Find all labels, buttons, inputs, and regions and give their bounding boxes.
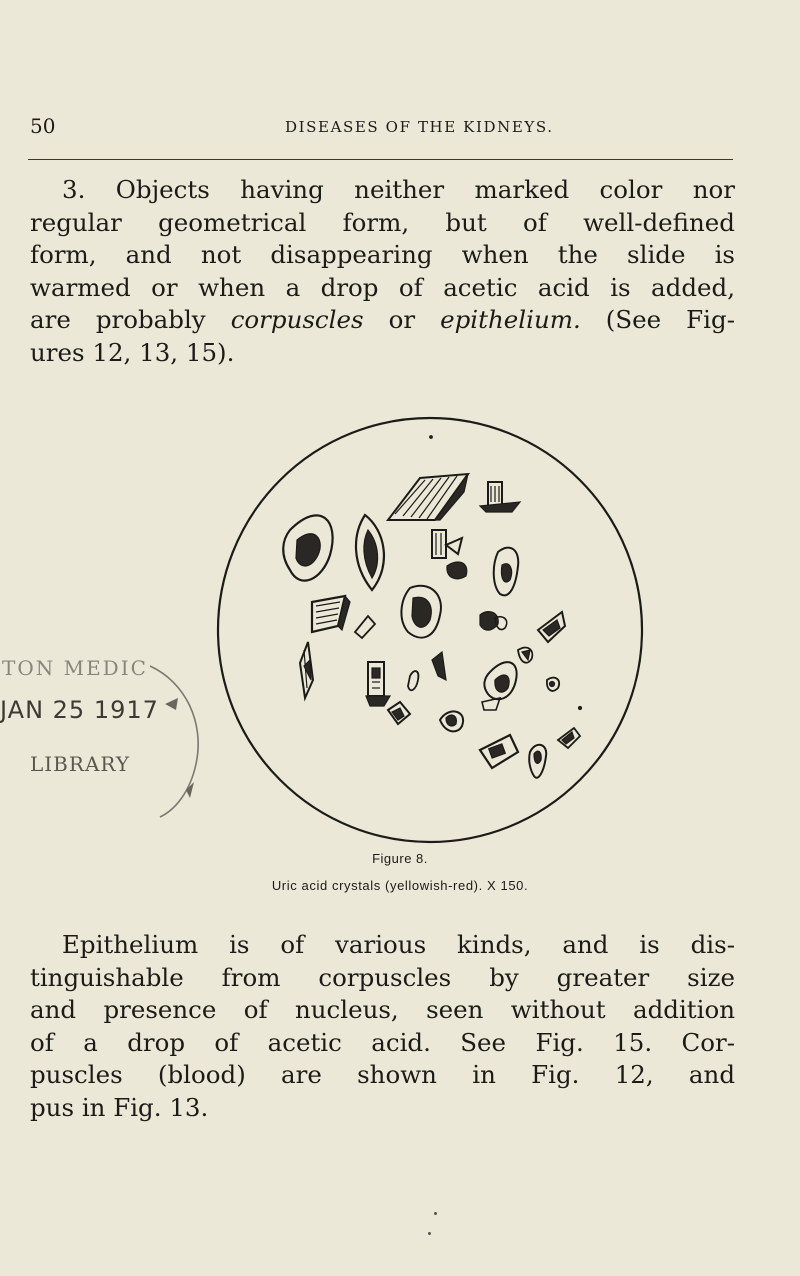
stamp-date: JAN 25 1917 [0, 696, 159, 724]
paragraph-objects [30, 174, 735, 370]
text-segment: are probably [30, 305, 206, 335]
header-rule [28, 159, 733, 160]
paper-speck [428, 1232, 431, 1235]
stamp-top-text: TON MEDIC [2, 656, 148, 680]
paragraph-epithelium [30, 929, 735, 1125]
italic-term-epithelium: epithelium. [440, 305, 581, 335]
text-line: of a drop of acetic acid. See Fig. 15. Cor- [30, 1027, 735, 1057]
text-line: and presence of nucleus, seen without addition [30, 995, 735, 1025]
text-line: regular geometrical form, but of well-defined [30, 207, 735, 237]
text-line: warmed or when a drop of acetic acid is added, [30, 272, 735, 302]
running-head: DISEASES OF THE KIDNEYS. [285, 118, 554, 136]
text-line: pus in Fig. 13. [30, 1092, 209, 1122]
text-line: Epithelium is of various kinds, and is dis- [62, 930, 735, 959]
stamp-bottom-text: LIBRARY [30, 752, 131, 776]
text-line: form, and not disappearing when the slide is [30, 240, 735, 270]
text-line: puscles (blood) are shown in Fig. 12, and [30, 1060, 735, 1090]
library-stamp [0, 652, 240, 822]
page-number: 50 [30, 114, 56, 138]
text-line: ures 12, 13, 15). [30, 337, 235, 367]
text-segment: (See Fig- [605, 305, 735, 335]
text-line: 3. Objects having neither marked color nor [62, 175, 735, 204]
italic-term-corpuscles: corpuscles [230, 305, 364, 335]
text-segment: or [388, 305, 416, 335]
paper-speck [434, 1212, 437, 1215]
figure-caption: Uric acid crystals (yellowish-red). X 150. [271, 878, 529, 893]
text-line-mixed [30, 304, 735, 337]
figure-title: Figure 8. [372, 851, 428, 866]
text-line: tinguishable from corpuscles by greater size [30, 962, 735, 992]
